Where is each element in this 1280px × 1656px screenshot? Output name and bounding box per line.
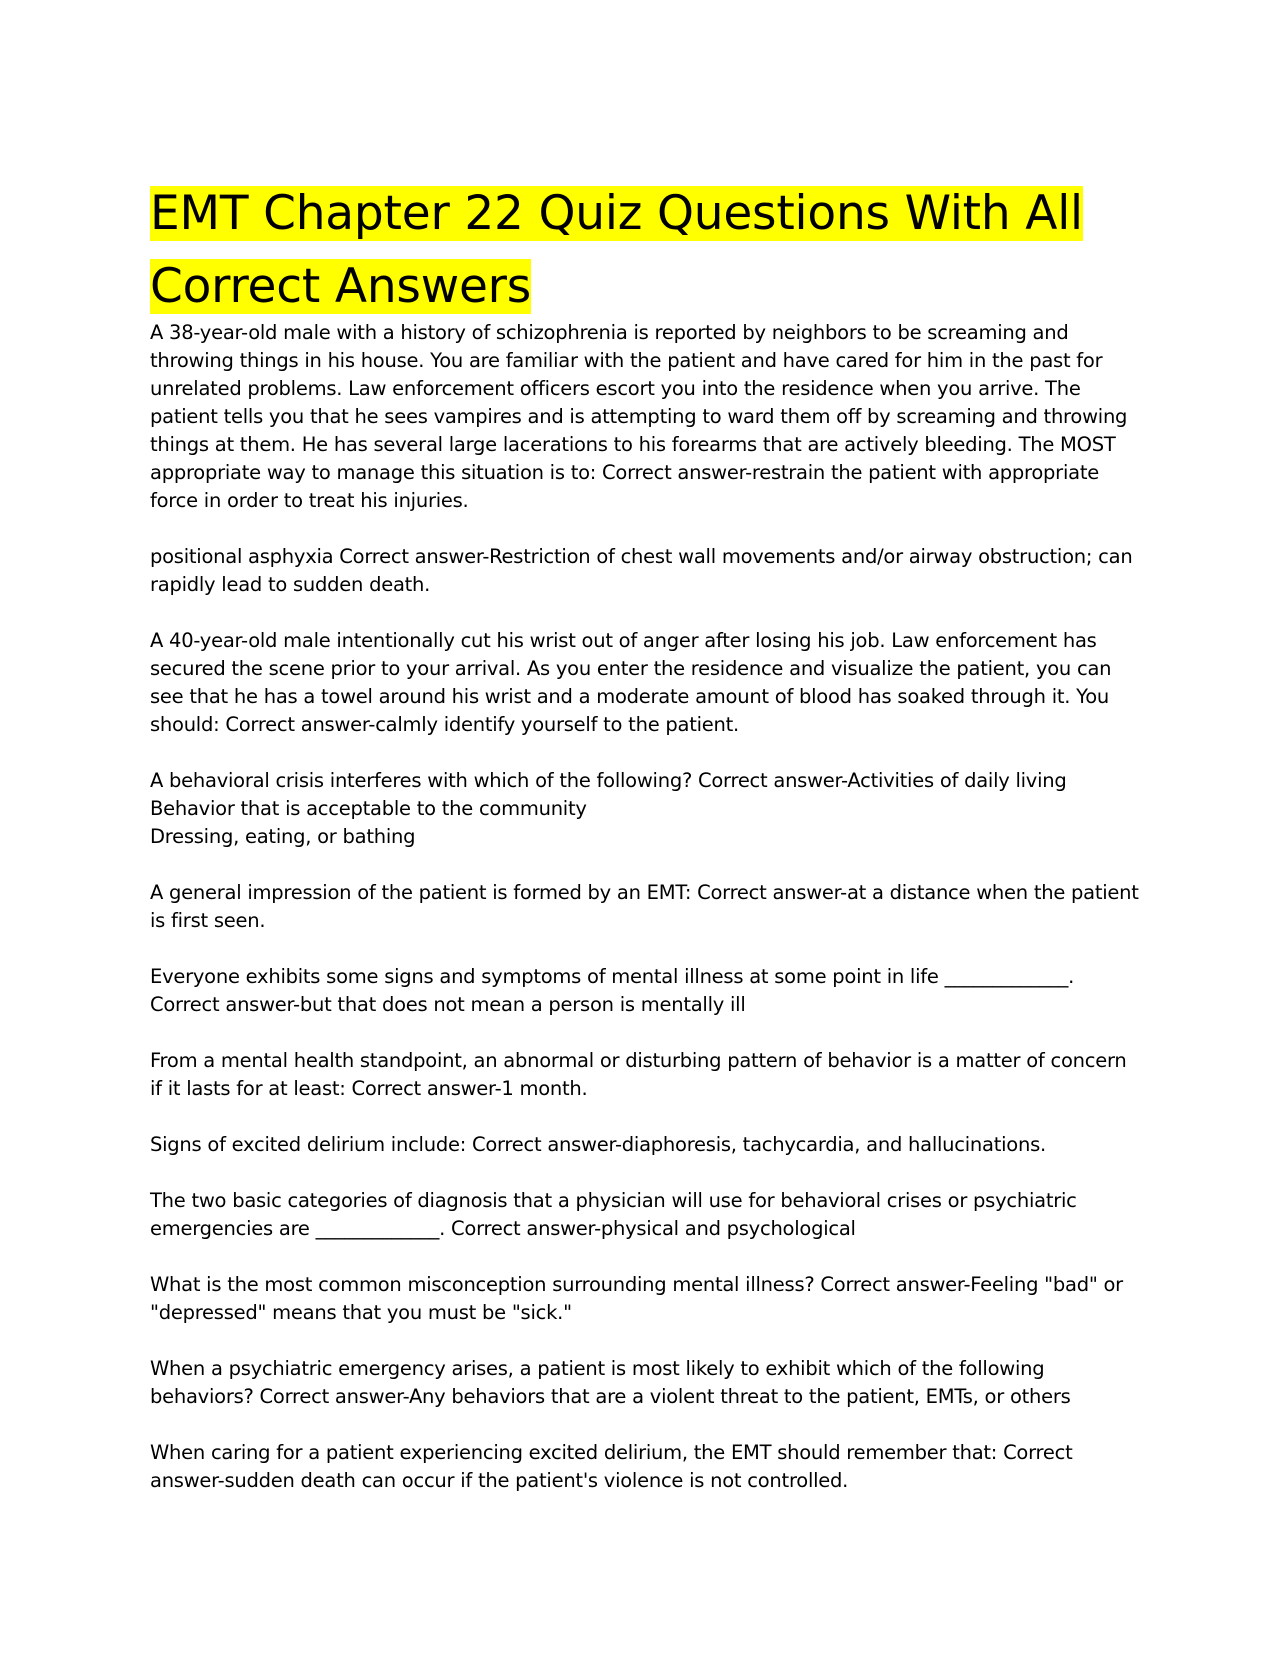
qa-paragraph: A 40-year-old male intentionally cut his wrist out of anger after losing his job. Law enforcement has secured the scene prior to your arrival. As you enter the residence and visualize the patient, you can see that he has a towel around his wrist and a moderate amount of blood has soaked through it. You should: Correct answer-calmly identify yourself to the patient. xyxy=(150,629,1112,736)
qa-paragraph: The two basic categories of diagnosis that a physician will use for behavioral crises or psychiatric emergencies are _____________. Correct answer-physical and psychological xyxy=(150,1189,1077,1240)
title-line-1: EMT Chapter 22 Quiz Questions With All xyxy=(150,186,1083,241)
qa-paragraph: A 38-year-old male with a history of schizophrenia is reported by neighbors to be screaming and throwing things in his house. You are familiar with the patient and have cared for him in the past for unrelated problems. Law enforcement officers escort you into the residence when you arrive. The patient tells you that he sees vampires and is attempting to ward them off by screaming and throwing things at them. He has several large lacerations to his forearms that are actively bleeding. The MOST appropriate way to manage this situation is to: Correct answer-restrain the patient with appropriate force in order to treat his injuries. xyxy=(150,321,1128,512)
qa-paragraph: positional asphyxia Correct answer-Restriction of chest wall movements and/or airway obstruction; can rapidly lead to sudden death. xyxy=(150,545,1133,596)
qa-paragraph: Everyone exhibits some signs and symptoms of mental illness at some point in life _____________. Correct answer-but that does not mean a person is mentally ill xyxy=(150,965,1075,1016)
document-body xyxy=(150,319,1140,1495)
qa-paragraph: What is the most common misconception surrounding mental illness? Correct answer-Feeling "bad" or "depressed" means that you must be "sick." xyxy=(150,1273,1123,1324)
document-page xyxy=(150,177,1140,1495)
qa-paragraph: From a mental health standpoint, an abnormal or disturbing pattern of behavior is a matter of concern if it lasts for at least: Correct answer-1 month. xyxy=(150,1049,1127,1100)
title-line-2: Correct Answers xyxy=(150,259,532,314)
qa-paragraph: When caring for a patient experiencing excited delirium, the EMT should remember that: Correct answer-sudden death can occur if the patient's violence is not controlled. xyxy=(150,1441,1073,1492)
document-title xyxy=(150,177,1140,323)
qa-paragraph: When a psychiatric emergency arises, a patient is most likely to exhibit which of the following behaviors? Correct answer-Any behaviors that are a violent threat to the patient, EMTs, or others xyxy=(150,1357,1071,1408)
qa-paragraph: Signs of excited delirium include: Correct answer-diaphoresis, tachycardia, and hallucinations. xyxy=(150,1133,1046,1156)
qa-paragraph: A behavioral crisis interferes with which of the following? Correct answer-Activities of daily living Behavior that is acceptable to the community Dressing, eating, or bathing xyxy=(150,769,1067,848)
qa-paragraph: A general impression of the patient is formed by an EMT: Correct answer-at a distance when the patient is first seen. xyxy=(150,881,1139,932)
